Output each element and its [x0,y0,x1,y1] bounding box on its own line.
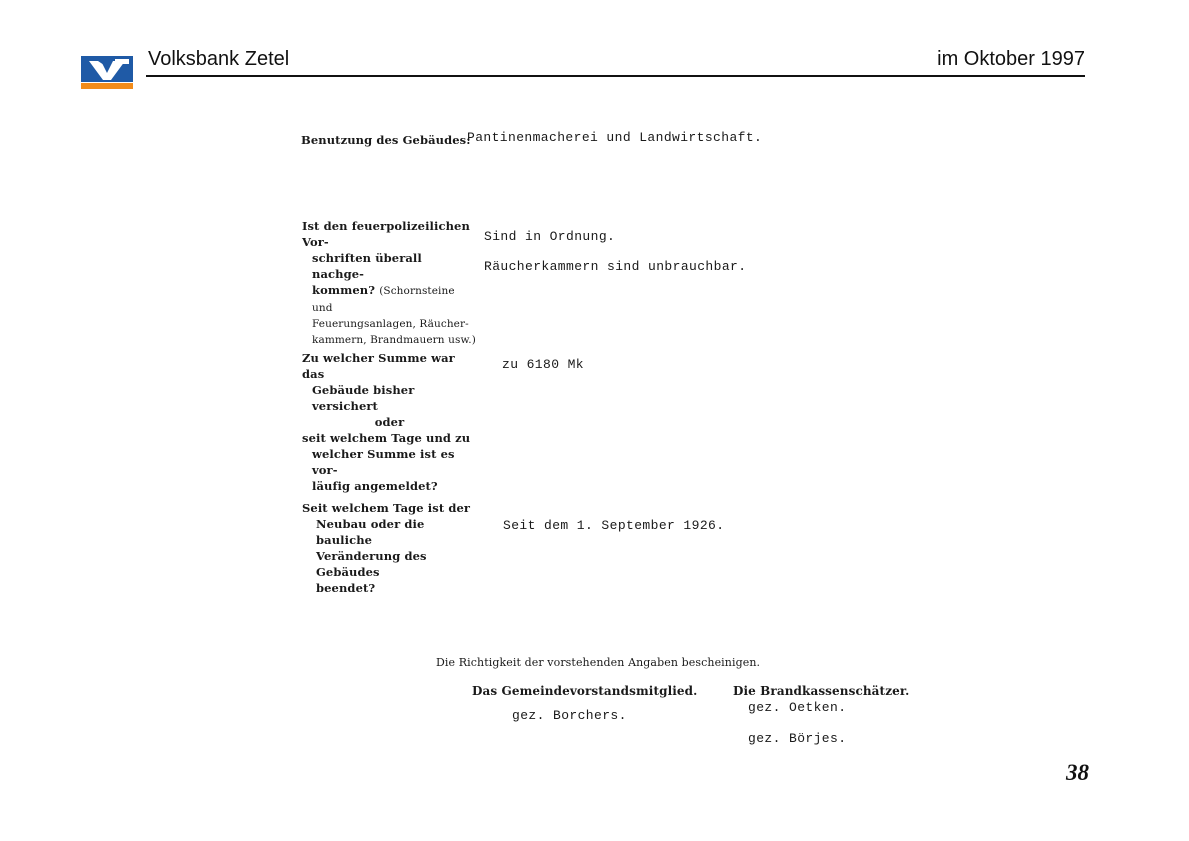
question-note: Feuerungsanlagen, Räucher- [312,318,469,330]
page-number: 38 [1066,760,1089,785]
signature-name-left: gez. Borchers. [512,708,627,723]
question-line: Seit welchem Tage ist der [302,501,471,515]
question-line: oder [374,415,405,429]
question-line: Ist den feuerpolizeilichen Vor- [302,219,470,249]
answer-line: Sind in Ordnung. [484,229,616,244]
signature-title-left: Das Gemeindevorstandsmitglied. [472,684,698,698]
signature-name-right-1: gez. Oetken. [748,700,847,715]
question-line: welcher Summe ist es vor- [312,447,455,477]
bank-name: Volksbank Zetel [148,48,290,70]
question-line: beendet? [316,581,376,595]
question-line: Neubau oder die bauliche [316,517,425,547]
question-note: kammern, Brandmauern usw.) [312,334,476,346]
certification-statement: Die Richtigkeit der vorstehenden Angaben bescheinigen. [436,656,761,669]
question-usage [301,132,471,148]
question-fire-regulations [302,218,477,348]
answer-insured-sum [502,357,584,372]
question-line: läufig angemeldet? [312,479,438,493]
question-line: seit welchem Tage und zu [302,431,471,445]
question-insured-sum [302,350,477,494]
question-line: Benutzung des Gebäudes: [301,133,471,147]
answer-completion-date [503,518,724,533]
question-completion-date [302,500,477,596]
question-note: (Schornsteine und [312,285,455,314]
signature-name-right-2: gez. Börjes. [748,731,847,746]
answer-line: Räucherkammern sind unbrauchbar. [484,259,747,274]
answer-line: Pantinenmacherei und Landwirtschaft. [467,130,763,145]
answer-line: zu 6180 Mk [502,357,585,372]
question-line: Gebäude bisher versichert [312,383,415,413]
question-line: schriften überall nachge- [312,251,422,281]
question-line: Veränderung des Gebäudes [316,549,427,579]
answer-fire-regulations [484,222,746,282]
question-line: kommen? [312,283,376,297]
answer-usage [467,130,762,145]
signature-title-right: Die Brandkassenschätzer. [733,684,910,698]
report-date: im Oktober 1997 [937,48,1085,70]
answer-line: Seit dem 1. September 1926. [503,518,725,533]
question-line: Zu welcher Summe war das [302,351,455,381]
